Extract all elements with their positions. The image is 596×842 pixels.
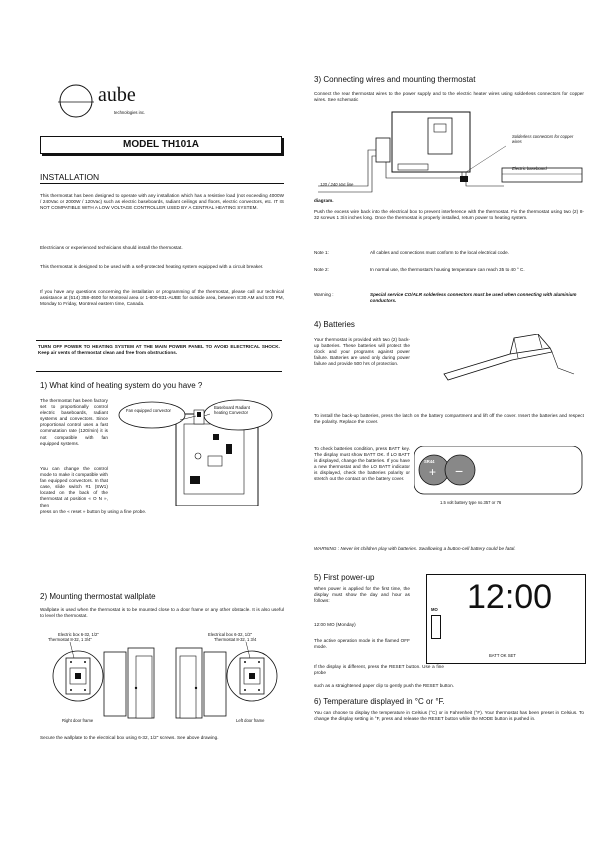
s3-diagram-word: diagram. [314, 198, 334, 203]
svg-text:−: − [455, 463, 464, 479]
installation-heading: INSTALLATION [40, 172, 100, 182]
warning-text: Special service CO/ALR solderless connectors must be used when connecting with aluminium conductors. [370, 292, 577, 303]
label-line: 120 / 240 Vac line [320, 182, 354, 187]
model-title-box [40, 136, 282, 154]
s4-text2: To install the back-up batteries, press the latch on the battery compartment and lift off the cover. Insert the batteries and respect the polarity. Replace the cover. [314, 413, 584, 425]
warning-label: Warning : [314, 292, 334, 297]
s3-text2: Push the excess wire back into the electrical box to prevent interference with the thermostat. Fix the thermostat using two (2) 8-32 screws 1 3/4 inches long. Once the thermostat is properly installed, return power to heating system. [314, 209, 584, 221]
wiring-figure [316, 110, 584, 198]
battery-caption: 1.5 volt battery type no.357 or 76 [440, 500, 502, 505]
lcd-time: 12:00 [467, 578, 553, 616]
lcd-left-frame [431, 615, 441, 639]
s5-time-line: 12:00 MO (Monday) [314, 622, 356, 627]
s5-heading: 5) First power-up [314, 573, 375, 582]
model-title: MODEL TH101A [123, 139, 199, 150]
s5-text2: The active operation mode is the flamed OFF mode. [314, 638, 410, 650]
s3-text: Connect the rear thermostat wires to the power supply and to the electric heater wires using solderless connectors for copper wires. See schematic [314, 91, 584, 103]
logo [54, 82, 150, 124]
switch-label-baseboard: Baseboard Radiant heating Convector [214, 405, 250, 415]
s1-text: The thermostat has been factory set to proportionally control electric baseboards, radiant systems and convectors. Since proportional control uses a fast commutation rate (120/min) it is not compatible with fan equipped systems. [40, 398, 108, 446]
s1-text3: press on the « reset » button by using a fine probe. [40, 509, 147, 514]
s5-text3: If the display is different, press the RESET button. Use a fine probe [314, 664, 444, 676]
label-solderless: Solderless connectors for copper wires [512, 134, 574, 144]
svg-text:+: + [429, 465, 437, 479]
s4-warning: WARNING : Never let children play with batteries. Swallowing a button-cell battery could be fatal. [314, 546, 516, 551]
caption-right-door: Right door frame [62, 718, 94, 723]
wallplate-figure [40, 632, 284, 724]
s1-heading: 1) What kind of heating system do you have ? [40, 381, 203, 390]
s2-heading: 2) Mounting thermostat wallplate [40, 592, 156, 601]
s4-text: Your thermostat is provided with two (2) back-up batteries. These batteries will protect the clock and your programs against power failure. Batteries are used only during power failure and provide 500 hrs of protection. [314, 337, 410, 367]
switch-figure [118, 396, 284, 506]
installation-p2: Electricians or experienced technicians should install the thermostat. [40, 245, 183, 250]
installation-p3: This thermostat is designed to be used with a self-protected heating system equipped with a circuit breaker. [40, 264, 264, 269]
s2-footer: Secure the wallplate to the electrical box using 6-32, 1/2" screws. See above drawing. [40, 735, 219, 740]
s6-heading: 6) Temperature displayed in °C or °F. [314, 697, 445, 706]
note-2-label: Note 2: [314, 267, 329, 272]
s6-text: You can choose to display the temperature in Celsius (°C) or in Fahrenheit (°F). Your thermostat has been preset in Celsius. To change the display setting in °F, press and release the RESET button while the MODE button is pushed in. [314, 710, 584, 722]
logo-name: aube [98, 84, 136, 106]
note-1-label: Note 1: [314, 250, 329, 255]
s5-text: When power is applied for the first time, the display must show the day and hour as follows: [314, 586, 410, 604]
installation-warning: TURN OFF POWER TO HEATING SYSTEM AT THE MAIN POWER PANEL TO AVOID ELECTRICAL SHOCK. Keep air vents of thermostat clean and free from obstructions. [38, 344, 280, 356]
note-2-text: In normal use, the thermostat's housing temperature can reach 35 to 40 ° C. [370, 267, 525, 272]
s2-text: Wallplate is used when the thermostat is to be mounted close to a door frame or any other obstacle. It is also useful to level the thermostat. [40, 607, 284, 619]
s4-heading: 4) Batteries [314, 320, 355, 329]
caption-left-door: Left door frame [236, 718, 265, 723]
lcd-display [426, 574, 586, 664]
installation-rule [40, 183, 284, 184]
installation-p4: If you have any questions concerning the installation or programming of the thermostat, please call our technical assistance at (514) 358-4600 for Montreal area or 1-800-831-AUBE for outside area, between 8:30 AM and 5:00 PM, Monday to Friday, Montreal eastern time, Canada. [40, 289, 284, 307]
label-therm-right: Thermostat 8-32, 1 3/4 [214, 637, 257, 642]
battery-cover-figure [440, 334, 584, 398]
s1-text2: You can change the control mode to make it compatible with fan equipped convectors. In that case, slide switch #1 (SW1) located on the back of the thermostat at position « O N », then [40, 466, 108, 508]
label-therm-left: Thermostat 8-32, 1 3/4" [48, 637, 92, 642]
installation-warning-box [36, 340, 282, 372]
note-1-text: All cables and connections must conform to the local electrical code. [370, 250, 509, 255]
battery-label: SR44 [424, 459, 435, 464]
label-box-left: Electric box 6-32, 1/2" [58, 632, 99, 637]
label-baseboard: Electric baseboard [512, 166, 547, 171]
lcd-day: MO [431, 607, 438, 612]
logo-tagline: technologies inc. [114, 110, 146, 115]
label-box-right: Electrical box 6-32, 1/2" [208, 632, 253, 637]
s3-heading: 3) Connecting wires and mounting thermostat [314, 75, 476, 84]
installation-p1: This thermostat has been designed to operate with any installation which has a resistive load (not exceeding 4000W / 240Vac or 2000W / 120Vac) such as electric baseboards, radiant ceilings and floors, electric convectors, etc. IT IS NOT COMPATIBLE WITH A LOW VOLTAGE CONTROLLER USED BY A CENTRAL HEATING SYSTEM. [40, 193, 284, 211]
s4-text3: To check batteries condition, press BATT key. The display must show BATT OK. If LO BATT is displayed, change the batteries. If you have a new thermostat and the LO BATT indicator is displayed, check the batteries polarity or stretch out the contact on the battery cover. [314, 446, 410, 482]
switch-label-fan: Fan equipped convector [126, 408, 171, 413]
s5-text4: such as a straightened paper clip to gently push the RESET button. [314, 683, 455, 688]
lcd-bottom: BATT OK SET [489, 653, 516, 658]
battery-figure [414, 446, 584, 496]
